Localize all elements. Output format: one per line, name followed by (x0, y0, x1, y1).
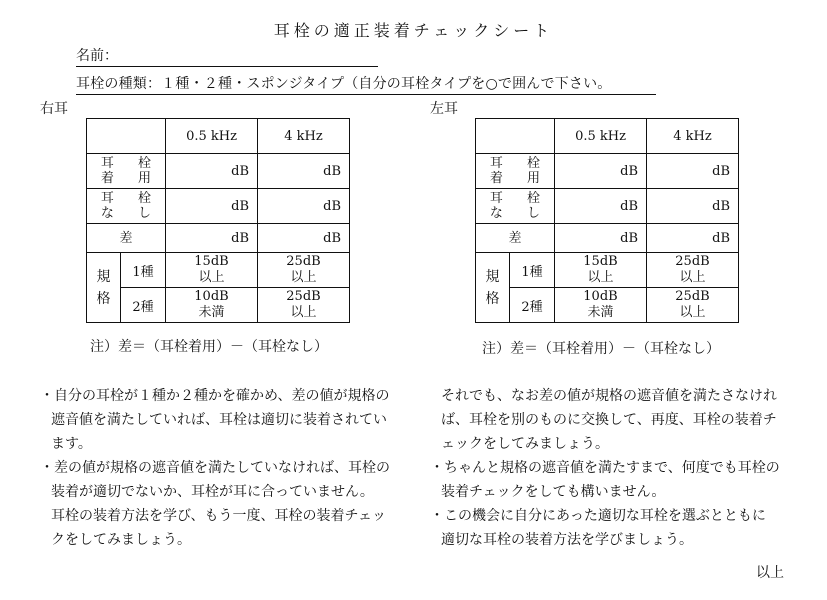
text-line: それでも、なお差の値が規格の遮音値を満たさなけれ (441, 388, 777, 404)
text-line: ・この機会に自分にあった適切な耳栓を選ぶとともに (430, 508, 766, 524)
instructions-right (430, 384, 780, 552)
class-2-label: 2種 (510, 288, 555, 323)
text-line: 装着チェックをしても構いません。 (441, 484, 666, 500)
text-line: ・ちゃんと規格の遮音値を満たすまで、何度でも耳栓の (430, 460, 780, 476)
instructions-left (40, 384, 390, 552)
text-line: ます。 (51, 436, 92, 452)
text-line: 適切な耳栓の装着方法を学びましょう。 (441, 532, 693, 548)
value-cell: dB (555, 224, 647, 253)
text-line: ば、耳栓を別のものに交換して、再度、耳栓の装着チ (441, 412, 777, 428)
value-cell: dB (166, 154, 258, 189)
value-cell: dB (166, 224, 258, 253)
standard-group-label: 規 格 (87, 253, 121, 323)
standard-value: 25dB 以上 (647, 288, 739, 323)
closing-mark: 以上 (756, 565, 784, 581)
standard-value: 25dB 以上 (258, 288, 350, 323)
page-title: 耳栓の適正装着チェックシート (273, 21, 554, 40)
text-line: 装着が適切でないか、耳栓が耳に合っていません。 (51, 484, 374, 500)
text-line: ・差の値が規格の遮音値を満たしていなければ、耳栓の (40, 460, 390, 476)
header-05khz: 0.5 kHz (555, 119, 647, 154)
standard-value: 10dB 未満 (166, 288, 258, 323)
table-corner (476, 119, 555, 154)
value-cell: dB (555, 154, 647, 189)
row-label-earplug-off: 耳 栓 な し (87, 189, 166, 224)
standard-value: 15dB 以上 (555, 253, 647, 288)
class-2-label: 2種 (121, 288, 166, 323)
value-cell: dB (647, 224, 739, 253)
text-line: ェックをしてみましょう。 (441, 436, 609, 452)
text-line: 耳栓の装着方法を学び、もう一度、耳栓の装着チェッ (51, 508, 387, 524)
standard-value: 10dB 未満 (555, 288, 647, 323)
difference-note: 注）差＝（耳栓着用）－（耳栓なし） (90, 339, 328, 355)
difference-note: 注）差＝（耳栓着用）－（耳栓なし） (482, 341, 720, 357)
value-cell: dB (647, 189, 739, 224)
value-cell: dB (647, 154, 739, 189)
value-cell: dB (166, 189, 258, 224)
standard-value: 25dB 以上 (647, 253, 739, 288)
text-line: ・自分の耳栓が１種か２種かを確かめ、差の値が規格の (40, 388, 390, 404)
left-ear-label: 左耳 (430, 101, 458, 117)
row-label-earplug-on: 耳 栓 着 用 (476, 154, 555, 189)
name-field: 名前： (76, 46, 378, 67)
row-label-earplug-on: 耳 栓 着 用 (87, 154, 166, 189)
table-corner (87, 119, 166, 154)
class-1-label: 1種 (510, 253, 555, 288)
left-ear-table (475, 118, 739, 323)
text-line: クをしてみましょう。 (51, 532, 191, 548)
header-05khz: 0.5 kHz (166, 119, 258, 154)
right-ear-table (86, 118, 350, 323)
value-cell: dB (258, 154, 350, 189)
text-line: 遮音値を満たしていれば、耳栓は適切に装着されてい (51, 412, 387, 428)
header-4khz: 4 kHz (647, 119, 739, 154)
right-ear-label: 右耳 (40, 101, 68, 117)
class-1-label: 1種 (121, 253, 166, 288)
row-label-difference: 差 (87, 224, 166, 253)
earplug-type-line: 耳栓の種類：１種・２種・スポンジタイプ（自分の耳栓タイプを○で囲んで下さい。 (76, 74, 656, 95)
value-cell: dB (258, 189, 350, 224)
header-4khz: 4 kHz (258, 119, 350, 154)
standard-value: 25dB 以上 (258, 253, 350, 288)
value-cell: dB (258, 224, 350, 253)
value-cell: dB (555, 189, 647, 224)
standard-value: 15dB 以上 (166, 253, 258, 288)
row-label-earplug-off: 耳 栓 な し (476, 189, 555, 224)
standard-group-label: 規 格 (476, 253, 510, 323)
row-label-difference: 差 (476, 224, 555, 253)
